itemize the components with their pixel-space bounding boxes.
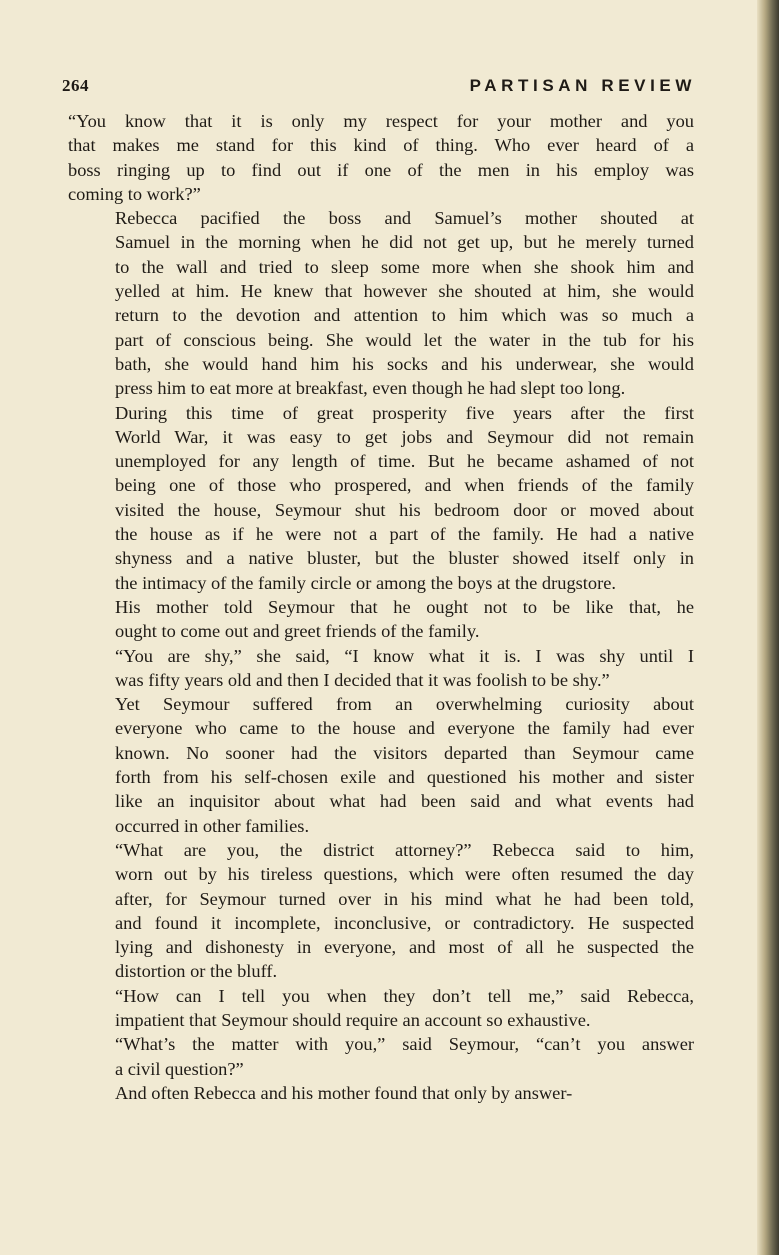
text-line: part of conscious being. She would let the water in the tub for his bbox=[115, 329, 694, 350]
text-line: During this time of great prosperity five years after the first bbox=[115, 402, 694, 423]
text-line: “What’s the matter with you,” said Seymour, “can’t you answer bbox=[115, 1034, 694, 1055]
text-line: occurred in other families. bbox=[115, 815, 310, 836]
text-line: Samuel in the morning when he did not get up, but he merely turned bbox=[115, 232, 694, 253]
text-line: and found it incomplete, inconclusive, or contradictory. He suspected bbox=[115, 912, 694, 933]
page-number: 264 bbox=[62, 76, 89, 95]
paragraph bbox=[68, 644, 694, 693]
text-line: everyone who came to the house and everyone the family had ever bbox=[115, 718, 694, 739]
page-header bbox=[62, 76, 696, 100]
text-line: a civil question?” bbox=[115, 1058, 244, 1079]
text-line: known. No sooner had the visitors departed than Seymour came bbox=[115, 742, 694, 763]
paragraph bbox=[68, 984, 694, 1033]
text-line: shyness and a native bluster, but the bluster showed itself only in bbox=[115, 548, 694, 569]
paragraph bbox=[68, 1032, 694, 1081]
text-line: lying and dishonesty in everyone, and most of all he suspected the bbox=[115, 937, 694, 958]
text-line: yelled at him. He knew that however she shouted at him, she would bbox=[115, 281, 694, 302]
text-line: bath, she would hand him his socks and his underwear, she would bbox=[115, 353, 694, 374]
text-line: ought to come out and greet friends of the family. bbox=[115, 621, 480, 642]
text-line: worn out by his tireless questions, which were often resumed the day bbox=[115, 864, 694, 885]
paragraph bbox=[68, 1081, 694, 1105]
page-spine-edge bbox=[757, 0, 779, 1255]
text-line: was fifty years old and then I decided that it was foolish to be shy.” bbox=[115, 669, 610, 690]
text-line: “You know that it is only my respect for your mother and you bbox=[68, 111, 694, 131]
text-line: His mother told Seymour that he ought not to be like that, he bbox=[115, 596, 694, 617]
text-line: forth from his self-chosen exile and questioned his mother and sister bbox=[115, 767, 694, 788]
text-line: boss ringing up to find out if one of the men in his employ was bbox=[68, 159, 694, 180]
text-line: that makes me stand for this kind of thing. Who ever heard of a bbox=[68, 135, 694, 156]
text-line: “What are you, the district attorney?” Rebecca said to him, bbox=[115, 839, 694, 860]
text-line: Rebecca pacified the boss and Samuel’s mother shouted at bbox=[115, 208, 694, 229]
paragraph bbox=[68, 206, 694, 400]
text-line: being one of those who prospered, and when friends of the family bbox=[115, 475, 694, 496]
text-line: return to the devotion and attention to him which was so much a bbox=[115, 305, 694, 326]
text-line: unemployed for any length of time. But he became ashamed of not bbox=[115, 451, 694, 472]
text-line: visited the house, Seymour shut his bedroom door or moved about bbox=[115, 499, 694, 520]
text-line: impatient that Seymour should require an account so exhaustive. bbox=[115, 1009, 591, 1030]
text-line: And often Rebecca and his mother found that only by answer- bbox=[115, 1082, 573, 1103]
text-line: “How can I tell you when they don’t tell me,” said Rebecca, bbox=[115, 985, 694, 1006]
paragraph bbox=[68, 692, 694, 838]
text-line: World War, it was easy to get jobs and Seymour did not remain bbox=[115, 426, 694, 447]
text-line: press him to eat more at breakfast, even though he had slept too long. bbox=[115, 378, 626, 399]
paragraph bbox=[68, 401, 694, 595]
text-line: distortion or the bluff. bbox=[115, 961, 278, 982]
text-line: the house as if he were not a part of the family. He had a native bbox=[115, 524, 694, 545]
text-line: like an inquisitor about what had been said and what events had bbox=[115, 791, 694, 812]
running-head: PARTISAN REVIEW bbox=[469, 76, 696, 95]
body-text bbox=[68, 109, 694, 1105]
text-line: after, for Seymour turned over in his mind what he had been told, bbox=[115, 888, 694, 909]
paragraph bbox=[68, 109, 694, 206]
text-line: Yet Seymour suffered from an overwhelming curiosity about bbox=[115, 694, 694, 715]
text-line: to the wall and tried to sleep some more when she shook him and bbox=[115, 256, 694, 277]
text-line: the intimacy of the family circle or among the boys at the drugstore. bbox=[115, 572, 616, 593]
paragraph bbox=[68, 595, 694, 644]
text-line: “You are shy,” she said, “I know what it is. I was shy until I bbox=[115, 645, 694, 666]
text-line: coming to work?” bbox=[68, 183, 201, 204]
paragraph bbox=[68, 838, 694, 984]
